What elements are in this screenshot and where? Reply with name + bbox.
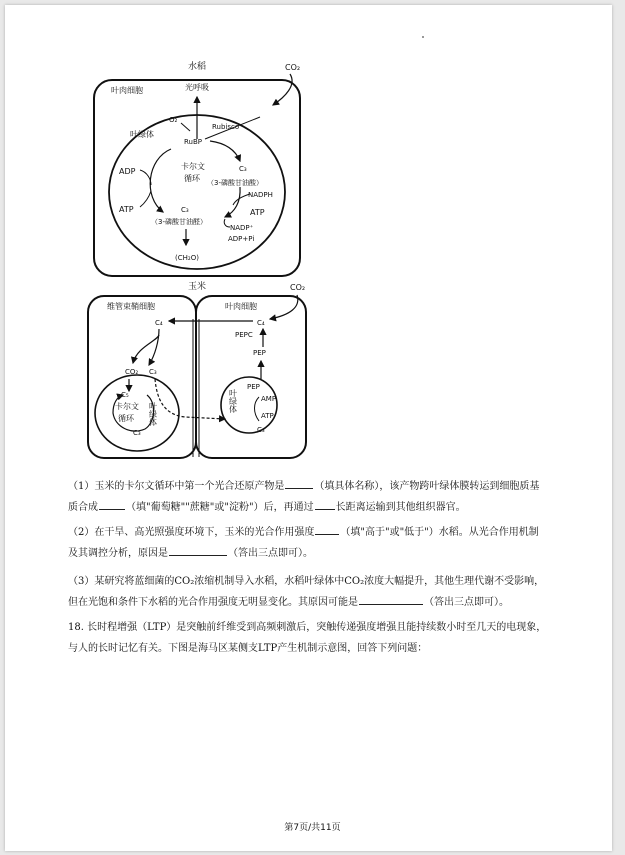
corn-bundle-chloroplast [95, 375, 179, 451]
corn-pep-lower-label: PEP [247, 383, 260, 391]
corn-c4-right-label: C₄ [257, 319, 265, 327]
q1-text-b: （填具体名称），该产物跨叶绿体膜转运到细胞质基 [314, 481, 540, 492]
corn-co2-arrow [270, 295, 298, 319]
q2-text-a: （2）在干旱、高光照强度环境下，玉米的光合作用强度 [68, 527, 315, 538]
rice-photorespiration-label: 光呼吸 [185, 83, 209, 92]
rice-title: 水稻 [187, 62, 207, 72]
rice-chloroplast-label: 叶绿体 [130, 130, 154, 139]
rice-atp-left-label: ATP [119, 205, 134, 214]
corn-c4-left-label: C₄ [155, 319, 163, 327]
corn-c4-down-arrow [149, 329, 159, 365]
corn-bundle-sheath-cell [88, 296, 196, 458]
rice-nadph-label: NADPH [248, 191, 273, 199]
rice-co2-label: CO₂ [285, 63, 301, 72]
rice-cycle-left [150, 149, 171, 212]
q2-text-d: （答出三点即可）。 [228, 548, 313, 559]
corn-title: 玉米 [187, 282, 207, 292]
q18-text-a: 18. 长时程增强（LTP）是突触前纤维受到高频刺激后，突触传递强度增强且能持续数小时至几天的电现象， [68, 622, 547, 633]
rice-adp-label: ADP [119, 167, 136, 176]
rice-c3-top-label: C₃ [239, 165, 247, 173]
corn-calvin-line2: 循环 [118, 414, 134, 423]
rice-cycle-right [225, 187, 240, 217]
corn-mesophyll-label: 叶肉细胞 [225, 302, 257, 311]
rice-rubp-to-c3 [210, 141, 240, 161]
q18-text-b: 与人的长时记忆有关。下图是海马区某侧支LTP产生机制示意图，回答下列问题： [68, 643, 428, 654]
rice-rubp-label: RuBP [184, 138, 203, 146]
corn-atp-amp-arrow [255, 397, 260, 421]
corn-co2-label: CO₂ [290, 283, 306, 292]
corn-c3-inner-label: C₃ [149, 368, 157, 376]
rice-atp-right-label: ATP [250, 208, 265, 217]
q1-text-e: 长距离运输到其他组织器官。 [335, 502, 466, 513]
q3-text-a: （3）某研究将蓝细菌的CO₂浓缩机制导入水稻，水稻叶绿体中CO₂浓度大幅提升，其他生理代谢不受影响， [68, 576, 545, 587]
rice-c3-bottom-label: C₃ [181, 206, 189, 214]
answer-blank-4[interactable] [315, 524, 339, 535]
corn-calvin-line1: 卡尔文 [115, 402, 139, 411]
rice-o2-label: O₂ [169, 116, 178, 124]
rice-c3-top-note: （3-磷酸甘油酸） [207, 179, 263, 187]
q1-text-d: （填"葡萄糖""蔗糖"或"淀粉"）后，再通过 [126, 502, 314, 513]
rice-c3-bottom-note: （3-磷酸甘油醛） [151, 218, 207, 226]
corn-calvin-cycle [113, 395, 154, 431]
answer-blank-5[interactable] [169, 545, 227, 556]
question-17-part-2 [68, 522, 566, 564]
rice-nadp-label: NADP⁺ [230, 224, 254, 232]
q1-text-c: 质合成 [68, 502, 98, 513]
question-18-intro [68, 617, 566, 659]
corn-amp-label: AMP [261, 395, 277, 403]
rice-calvin-line1: 卡尔文 [181, 162, 205, 171]
rice-rubisco-label: Rubisco [212, 123, 240, 131]
rice-o2-arrow [181, 123, 190, 131]
q2-text-c: 及其调控分析，原因是 [68, 548, 168, 559]
rice-mesophyll-label: 叶肉细胞 [111, 86, 143, 95]
corn-c4-split-arrow [133, 335, 159, 363]
q3-text-c: （答出三点即可）。 [424, 597, 509, 608]
corn-c3-lower-label: C₃ [133, 429, 141, 437]
corn-bundle-sheath-label: 维管束鞘细胞 [107, 302, 155, 311]
rice-calvin-line2: 循环 [184, 174, 200, 183]
corn-pep-upper-label: PEP [253, 349, 266, 357]
q3-text-b: 但在光饱和条件下水稻的光合作用强度无明显变化。其原因可能是 [68, 597, 358, 608]
corn-c5-label: C₅ [121, 391, 129, 399]
rice-adp-arrow [140, 170, 151, 185]
rice-atp-arrow [140, 191, 151, 207]
answer-blank-3[interactable] [315, 499, 335, 510]
page-dot [422, 36, 424, 38]
rice-adp-pi-label: ADP+Pi [228, 235, 255, 243]
page-number: 第7页/共11页 [284, 823, 341, 833]
question-17-part-1 [68, 476, 566, 518]
photosynthesis-diagram [85, 57, 320, 467]
answer-blank-2[interactable] [99, 499, 125, 510]
q2-text-b: （填"高于"或"低于"）水稻。从光合作用机制 [340, 527, 539, 538]
corn-co2-inner-label: CO₂ [125, 368, 139, 376]
question-17-part-3 [68, 571, 566, 613]
corn-pepc-label: PEPC [235, 331, 253, 339]
q1-text-a: （1）玉米的卡尔文循环中第一个光合还原产物是 [68, 481, 285, 492]
answer-blank-6[interactable] [359, 594, 423, 605]
rice-co2-arrow [273, 74, 292, 105]
document-page [5, 5, 612, 851]
diagram-svg [85, 57, 320, 467]
corn-atp-label: ATP [261, 412, 274, 420]
corn-chloroplast-label: 叶绿体 [148, 402, 158, 426]
answer-blank-1[interactable] [285, 478, 313, 489]
corn-c3-right-label: C₃ [257, 426, 265, 434]
corn-chloroplast-right-label: 叶绿体 [228, 389, 238, 413]
rice-ch2o-label: (CH₂O) [175, 254, 199, 262]
